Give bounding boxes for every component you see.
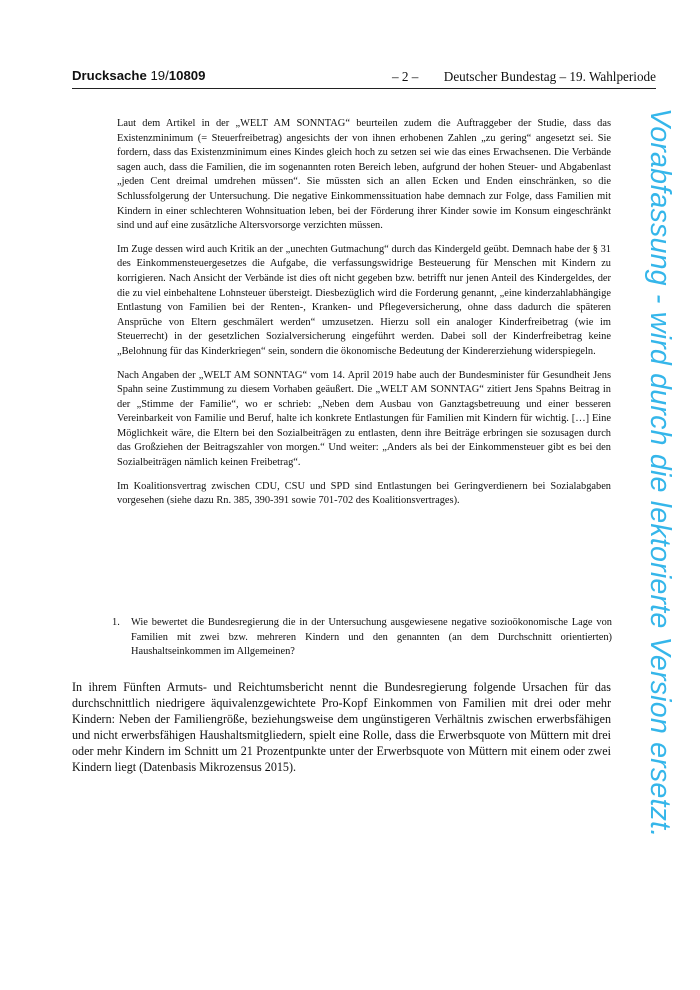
question-number: 1.: [112, 617, 120, 628]
doc-number-main: 10809: [168, 68, 206, 83]
draft-watermark: [642, 108, 682, 898]
paragraph: Im Zuge dessen wird auch Kritik an der „unechten Gutmachung“ durch das Kindergeld geübt. Demnach habe der § 31 des Einkommensteuergesetzes die Aufgabe, die verfassungswidrige Besteuerung für Menschen mit Kindern zu korrigieren. Nach Ansicht der Verbände ist dies oft nicht gegeben bzw. betrifft nur jenen Anteil des Kindergeldes, der die zu viel einbehaltene Lohnsteuer übersteigt. Diesbezüglich wird die Forderung genannt, „eine kinderzahlabhängige Entlastung von Familien bei der Renten-, Kranken- und Pflegeversicherung, ohne dass dadurch die späteren Ansprüche von Eltern geschmälert werden“ umzusetzen. Hierzu soll ein analoger Kinderfreibetrag (wie im Steuerrecht) in der gesetzlichen Sozialversicherung eingeführt werden. Dabei soll der Kinderfreibetrag keine „Belohnung für das Kinderkriegen“ sein, sondern die ökonomische Bedeutung der Kindererziehung widerspiegeln.: [117, 243, 611, 357]
paragraph: Im Koalitionsvertrag zwischen CDU, CSU und SPD sind Entlastungen bei Geringverdienern bei Sozialabgaben vorgesehen (siehe dazu Rn. 385, 390-391 sowie 701-702 des Koalitionsvertrages).: [117, 480, 611, 507]
watermark-text: Vorabfassung - wird durch die lektorierte Version ersetzt.: [644, 108, 676, 838]
answer-text: In ihrem Fünften Armuts- und Reichtumsbericht nennt die Bundesregierung folgende Ursachen für das durchschnittlich niedrigere äquivalenzgewichtete Pro-Kopf Einkommen von Familien mit drei oder mehr Kindern: Neben der Familiengröße, beziehungsweise dem ungünstigeren Verhältnis zwischen erwerbsfähigen und nicht erwerbsfähigen Haushaltsmitgliedern, spielt eine Rolle, dass die Erwerbsquote von Müttern mit drei oder mehr Kindern im Schnitt um 21 Prozentpunkte unter der Erwerbsquote von Müttern mit einem oder zwei Kindern liegt (Datenbasis Mikrozensus 2015).: [72, 680, 611, 774]
quoted-preamble: [117, 117, 611, 518]
page-header: [72, 66, 656, 89]
page-number: – 2 –: [392, 69, 419, 84]
doc-number-prefix: 19/: [150, 68, 169, 83]
question: [112, 616, 612, 660]
paragraph: Nach Angaben der „WELT AM SONNTAG“ vom 14. April 2019 habe auch der Bundesminister für Gesundheit Jens Spahn seine Zustimmung zu diesem Vorhaben geäußert. Die „WELT AM SONNTAG“ zitiert Jens Spahns Beitrag in der „Stimme der Familie“, wo er schrieb: „Neben dem Ausbau von Ganztagsbetreuung und einer besseren Vereinbarkeit von Familie und Beruf, halte ich konkrete Entlastungen für Familien mit Kindern für wichtig. […] Eine Möglichkeit wäre, die Eltern bei den Sozialbeiträgen zu entlasten, denn ihre Beiträge erbringen sie sozusagen durch das Großziehen der Beitragszahler von morgen.“ Und weiter: „Anders als bei der Einkommensteuer gibt es bei den Sozialbeiträgen nämlich keinen Freibetrag“.: [117, 369, 611, 469]
document-number: [72, 68, 205, 83]
paragraph: Laut dem Artikel in der „WELT AM SONNTAG“ beurteilen zudem die Auftraggeber der Studie, dass das Existenzminimum (= Steuerfreibetrag) angesichts der von ihnen erhobenen Zahlen „zu gering“ angesetzt sei. Sie fordern, dass das Existenzminimum eines Kindes gleich hoch zu setzen sei wie das eines Erwachsenen. Die Verbände sagen auch, dass die Familien, die im sogenannten roten Bereich leben, aufgrund der hohen Steuer- und Abgabenlast „jeden Cent dreimal umdrehen müssen“. Sie müssten sich an allen Ecken und Enden einschränken, so die Schlussfolgerung der Untersuchung. Die negative Einkommenssituation habe demnach zur Folge, dass Familien mit Kindern in einer schlechteren Wohnsituation leben, bei der Förderung ihrer Kinder sowie im Konsum eingeschränkt sind und auf eine zusätzliche Altersvorsorge verzichten müssen.: [117, 118, 611, 232]
doc-label: Drucksache: [72, 68, 147, 83]
question-text: Wie bewertet die Bundesregierung die in der Untersuchung ausgewiesene negative sozioökonomische Lage von Familien mit zwei bzw. mehreren Kindern und den genannten (an dem Durchschnitt orientierten) Haushaltseinkommen im Allgemeinen?: [131, 617, 612, 658]
issuer: Deutscher Bundestag – 19. Wahlperiode: [443, 69, 656, 84]
